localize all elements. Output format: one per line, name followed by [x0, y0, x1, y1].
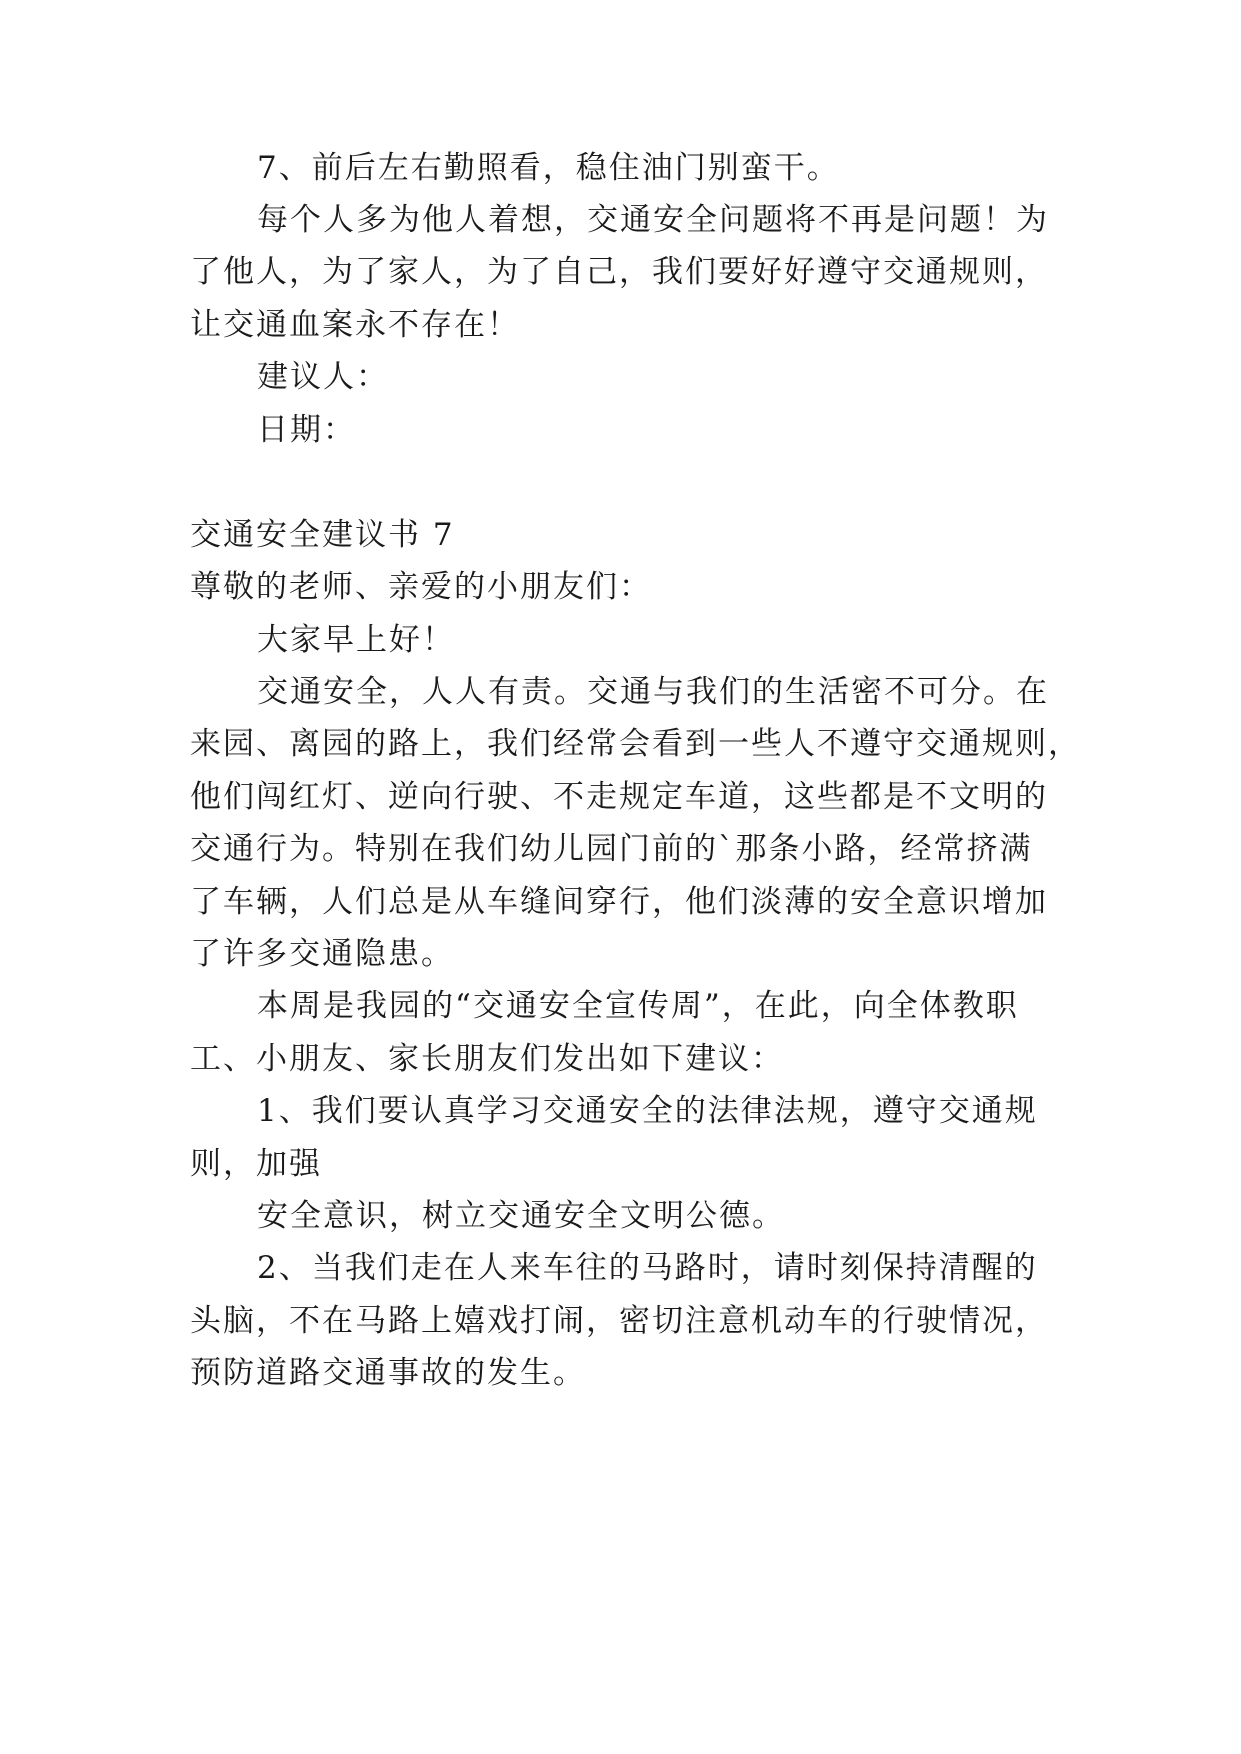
proposer-label: 建议人：	[257, 359, 389, 395]
paragraph-line: 头脑，不在马路上嬉戏打闹，密切注意机动车的行驶情况，	[190, 1303, 1048, 1339]
paragraph-line: 了许多交通隐患。	[190, 936, 454, 972]
paragraph-line: 来园、离园的路上，我们经常会看到一些人不遵守交通规则，	[190, 726, 1081, 762]
paragraph-line: 让交通血案永不存在！	[190, 307, 520, 343]
paragraph-line: 他们闯红灯、逆向行驶、不走规定车道，这些都是不文明的	[190, 779, 1048, 815]
paragraph-line: 则，加强	[190, 1146, 322, 1182]
list-item-7: 7、前后左右勤照看，稳住油门别蛮干。	[257, 150, 840, 186]
list-item-1: 1、我们要认真学习交通安全的法律法规，遵守交通规	[257, 1093, 1038, 1129]
salutation: 尊敬的老师、亲爱的小朋友们：	[190, 569, 652, 605]
list-item-2: 2、当我们走在人来车往的马路时，请时刻保持清醒的	[257, 1250, 1038, 1286]
greeting: 大家早上好！	[257, 622, 455, 658]
section-title: 交通安全建议书 7	[190, 517, 455, 553]
paragraph-line: 工、小朋友、家长朋友们发出如下建议：	[190, 1041, 784, 1077]
paragraph-line: 本周是我园的“交通安全宣传周”，在此，向全体教职	[257, 988, 1019, 1024]
paragraph-line: 了他人，为了家人，为了自己，我们要好好遵守交通规则，	[190, 254, 1048, 290]
paragraph-line: 预防道路交通事故的发生。	[190, 1355, 586, 1391]
date-label: 日期：	[257, 412, 356, 448]
paragraph-line: 每个人多为他人着想，交通安全问题将不再是问题！为	[257, 202, 1049, 238]
paragraph-line: 交通安全，人人有责。交通与我们的生活密不可分。在	[257, 674, 1049, 710]
paragraph-line: 了车辆，人们总是从车缝间穿行，他们淡薄的安全意识增加	[190, 884, 1048, 920]
paragraph-line: 安全意识，树立交通安全文明公德。	[257, 1198, 785, 1234]
paragraph-line: 交通行为。特别在我们幼儿园门前的`那条小路，经常挤满	[190, 831, 1033, 867]
